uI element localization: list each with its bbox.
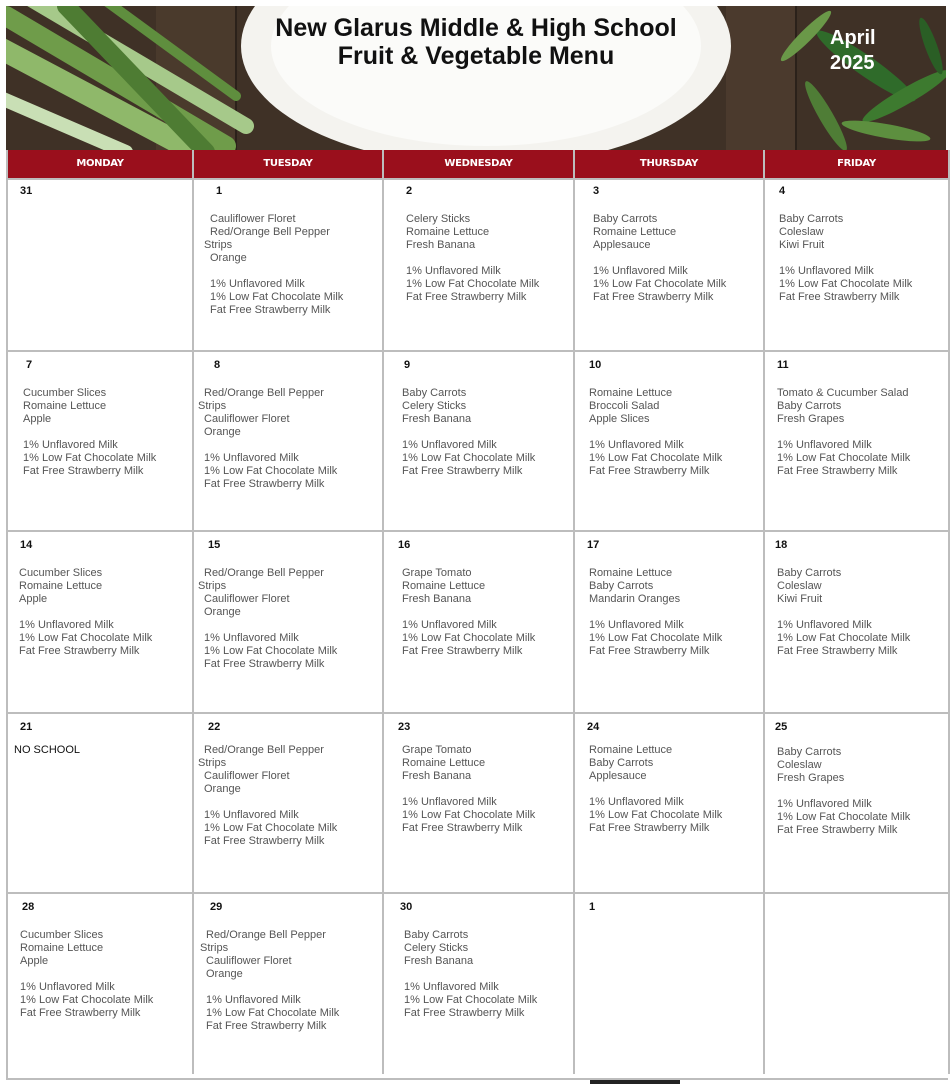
menu-item: 1% Unflavored Milk: [589, 796, 684, 808]
menu-item: 1% Unflavored Milk: [206, 994, 301, 1006]
day-number: 1: [589, 901, 596, 913]
day-cell-tuesday: [194, 892, 384, 1074]
day-cell-monday: [8, 350, 194, 530]
menu-item: Apple: [19, 593, 48, 605]
spacer: [406, 252, 539, 265]
spacer: [589, 426, 722, 439]
menu-item: 1% Low Fat Chocolate Milk: [20, 994, 154, 1006]
menu-item: 1% Low Fat Chocolate Milk: [777, 811, 911, 823]
menu-item: Romaine Lettuce: [593, 226, 677, 238]
spacer: [589, 783, 722, 796]
menu-item: 1% Low Fat Chocolate Milk: [204, 822, 338, 834]
menu-item: Romaine Lettuce: [406, 226, 490, 238]
menu-items: [198, 567, 338, 671]
menu-item: Coleslaw: [777, 580, 822, 592]
page-title: [0, 14, 952, 70]
menu-item: 1% Low Fat Chocolate Milk: [406, 278, 540, 290]
menu-item: Fresh Grapes: [777, 772, 845, 784]
menu-item: Apple Slices: [589, 413, 650, 425]
menu-item: Cauliflower Floret: [206, 955, 292, 967]
menu-item: 1% Unflavored Milk: [777, 439, 872, 451]
menu-item: Kiwi Fruit: [777, 593, 823, 605]
menu-item: 1% Unflavored Milk: [204, 632, 299, 644]
menu-item: Strips: [198, 757, 227, 769]
calendar-grid: [6, 150, 948, 1080]
spacer: [20, 968, 153, 981]
menu-item: Fresh Banana: [402, 593, 472, 605]
day-number: 14: [20, 539, 33, 551]
day-cell-wednesday: [384, 530, 575, 712]
menu-item: Fat Free Strawberry Milk: [777, 824, 898, 836]
menu-item: Red/Orange Bell Pepper: [204, 744, 324, 756]
weekday-header-tuesday: TUESDAY: [194, 150, 384, 178]
day-number: 7: [26, 359, 33, 371]
menu-item: Fresh Banana: [402, 770, 472, 782]
spacer: [23, 426, 156, 439]
day-number: 30: [400, 901, 413, 913]
menu-item: 1% Unflavored Milk: [204, 452, 299, 464]
menu-item: Fat Free Strawberry Milk: [19, 645, 140, 657]
menu-item: Fat Free Strawberry Milk: [777, 465, 898, 477]
menu-item: 1% Unflavored Milk: [404, 981, 499, 993]
menu-item: 1% Unflavored Milk: [402, 619, 497, 631]
menu-item: Cauliflower Floret: [210, 213, 296, 225]
day-cell-wednesday: [384, 350, 575, 530]
menu-item: Kiwi Fruit: [779, 239, 825, 251]
menu-item: 1% Low Fat Chocolate Milk: [593, 278, 727, 290]
menu-item: NO SCHOOL: [14, 744, 81, 756]
weekday-header-monday: MONDAY: [8, 150, 194, 178]
menu-items: [14, 744, 80, 757]
menu-item: Grape Tomato: [402, 567, 472, 579]
menu-item: Fat Free Strawberry Milk: [210, 304, 331, 316]
spacer: [204, 619, 337, 632]
menu-items: [20, 929, 153, 1020]
menu-item: Mandarin Oranges: [589, 593, 681, 605]
menu-item: Baby Carrots: [589, 580, 654, 592]
menu-item: Coleslaw: [779, 226, 824, 238]
menu-item: Fat Free Strawberry Milk: [204, 658, 325, 670]
menu-item: 1% Unflavored Milk: [779, 265, 874, 277]
spacer: [210, 265, 343, 278]
day-number: 31: [20, 185, 33, 197]
day-cell-friday: [765, 712, 950, 892]
menu-item: 1% Low Fat Chocolate Milk: [589, 809, 723, 821]
menu-item: Baby Carrots: [404, 929, 469, 941]
day-number: 17: [587, 539, 600, 551]
menu-item: Cucumber Slices: [20, 929, 104, 941]
day-cell-tuesday: [194, 178, 384, 350]
spacer: [777, 426, 910, 439]
menu-items: [404, 929, 537, 1020]
menu-item: 1% Unflavored Milk: [406, 265, 501, 277]
day-cell-thursday: [575, 530, 765, 712]
menu-item: Baby Carrots: [779, 213, 844, 225]
day-cell-wednesday: [384, 178, 575, 350]
title-line-1: New Glarus Middle & High School: [275, 14, 677, 42]
menu-item: Celery Sticks: [402, 400, 467, 412]
menu-item: 1% Low Fat Chocolate Milk: [206, 1007, 340, 1019]
weekday-header-friday: FRIDAY: [765, 150, 950, 178]
menu-items: [19, 567, 152, 658]
day-number: 29: [210, 901, 223, 913]
menu-item: Baby Carrots: [777, 746, 842, 758]
day-cell-tuesday: [194, 350, 384, 530]
day-number: 18: [775, 539, 788, 551]
menu-item: 1% Unflavored Milk: [23, 439, 118, 451]
spacer: [404, 968, 537, 981]
menu-item: Fat Free Strawberry Milk: [204, 478, 325, 490]
menu-item: Orange: [204, 426, 241, 438]
spacer: [589, 606, 722, 619]
menu-item: 1% Low Fat Chocolate Milk: [23, 452, 157, 464]
menu-item: 1% Low Fat Chocolate Milk: [589, 452, 723, 464]
menu-item: Fat Free Strawberry Milk: [779, 291, 900, 303]
menu-items: [589, 567, 722, 658]
day-number: 9: [404, 359, 411, 371]
menu-item: Orange: [204, 606, 241, 618]
day-cell-monday: [8, 712, 194, 892]
menu-item: 1% Low Fat Chocolate Milk: [204, 645, 338, 657]
menu-item: Baby Carrots: [777, 400, 842, 412]
menu-item: Coleslaw: [777, 759, 822, 771]
menu-item: Fat Free Strawberry Milk: [402, 645, 523, 657]
footer-mark: [590, 1080, 680, 1084]
menu-item: Baby Carrots: [402, 387, 467, 399]
menu-item: Orange: [204, 783, 241, 795]
menu-item: Strips: [198, 400, 227, 412]
menu-item: 1% Low Fat Chocolate Milk: [402, 632, 536, 644]
menu-item: Fat Free Strawberry Milk: [204, 835, 325, 847]
month-name: April: [830, 27, 876, 49]
spacer: [206, 981, 339, 994]
menu-item: Strips: [198, 580, 227, 592]
menu-item: 1% Unflavored Milk: [593, 265, 688, 277]
day-number: 10: [589, 359, 602, 371]
menu-item: 1% Unflavored Milk: [20, 981, 115, 993]
menu-item: Red/Orange Bell Pepper: [206, 929, 326, 941]
day-number: 8: [214, 359, 221, 371]
spacer: [402, 426, 535, 439]
month-label: [830, 26, 876, 76]
menu-item: Cucumber Slices: [19, 567, 103, 579]
menu-items: [402, 567, 535, 658]
day-cell-wednesday: [384, 892, 575, 1074]
day-number: 28: [22, 901, 35, 913]
menu-item: 1% Low Fat Chocolate Milk: [402, 809, 536, 821]
menu-item: Fat Free Strawberry Milk: [589, 465, 710, 477]
menu-item: Cauliflower Floret: [204, 413, 290, 425]
spacer: [204, 796, 337, 809]
menu-item: Fat Free Strawberry Milk: [402, 465, 523, 477]
menu-item: Baby Carrots: [589, 757, 654, 769]
menu-item: 1% Low Fat Chocolate Milk: [204, 465, 338, 477]
menu-item: 1% Low Fat Chocolate Milk: [779, 278, 913, 290]
menu-item: Fat Free Strawberry Milk: [404, 1007, 525, 1019]
menu-items: [204, 213, 344, 317]
menu-item: Cucumber Slices: [23, 387, 107, 399]
menu-item: Fresh Banana: [406, 239, 476, 251]
menu-item: Red/Orange Bell Pepper: [204, 567, 324, 579]
menu-item: Romaine Lettuce: [589, 744, 673, 756]
menu-item: 1% Low Fat Chocolate Milk: [404, 994, 538, 1006]
day-number: 21: [20, 721, 33, 733]
menu-item: Romaine Lettuce: [19, 580, 103, 592]
day-cell-friday: [765, 530, 950, 712]
menu-item: 1% Unflavored Milk: [777, 619, 872, 631]
menu-items: [589, 744, 722, 835]
day-number: 1: [216, 185, 223, 197]
menu-item: Fat Free Strawberry Milk: [406, 291, 527, 303]
day-cell-friday: [765, 350, 950, 530]
menu-items: [779, 213, 912, 304]
day-number: 23: [398, 721, 411, 733]
day-cell-thursday: [575, 178, 765, 350]
spacer: [779, 252, 912, 265]
menu-item: 1% Low Fat Chocolate Milk: [777, 452, 911, 464]
day-cell-tuesday: [194, 530, 384, 712]
menu-item: 1% Low Fat Chocolate Milk: [19, 632, 153, 644]
menu-item: Romaine Lettuce: [589, 567, 673, 579]
menu-item: Fat Free Strawberry Milk: [206, 1020, 327, 1032]
spacer: [593, 252, 726, 265]
menu-items: [200, 929, 340, 1033]
menu-item: Fat Free Strawberry Milk: [402, 822, 523, 834]
menu-item: 1% Unflavored Milk: [19, 619, 114, 631]
spacer: [204, 439, 337, 452]
spacer: [402, 606, 535, 619]
title-line-2: Fruit & Vegetable Menu: [337, 42, 615, 70]
menu-item: Strips: [200, 942, 229, 954]
menu-item: Fat Free Strawberry Milk: [777, 645, 898, 657]
month-year: 2025: [830, 52, 875, 74]
day-number: 11: [777, 359, 789, 371]
menu-item: Apple: [23, 413, 52, 425]
menu-item: Romaine Lettuce: [589, 387, 673, 399]
menu-item: Orange: [210, 252, 247, 264]
menu-item: Applesauce: [589, 770, 647, 782]
menu-item: Tomato & Cucumber Salad: [777, 387, 909, 399]
day-number: 2: [406, 185, 413, 197]
menu-items: [406, 213, 539, 304]
day-number: 22: [208, 721, 221, 733]
menu-item: 1% Low Fat Chocolate Milk: [589, 632, 723, 644]
menu-item: Fresh Banana: [404, 955, 474, 967]
day-cell-thursday: [575, 712, 765, 892]
day-number: 4: [779, 185, 786, 197]
menu-item: Romaine Lettuce: [402, 580, 486, 592]
menu-item: Romaine Lettuce: [402, 757, 486, 769]
menu-items: [777, 567, 910, 658]
menu-items: [402, 744, 535, 835]
menu-item: 1% Unflavored Milk: [777, 798, 872, 810]
menu-item: Celery Sticks: [406, 213, 471, 225]
menu-item: 1% Unflavored Milk: [210, 278, 305, 290]
day-cell-wednesday: [384, 712, 575, 892]
menu-item: Fat Free Strawberry Milk: [593, 291, 714, 303]
menu-item: Orange: [206, 968, 243, 980]
day-number: 3: [593, 185, 600, 197]
menu-item: 1% Unflavored Milk: [402, 439, 497, 451]
menu-item: Fresh Banana: [402, 413, 472, 425]
menu-item: Romaine Lettuce: [23, 400, 107, 412]
menu-items: [23, 387, 156, 478]
menu-item: Fat Free Strawberry Milk: [589, 645, 710, 657]
menu-items: [593, 213, 726, 304]
menu-item: Fat Free Strawberry Milk: [23, 465, 144, 477]
menu-items: [777, 387, 910, 478]
menu-item: Red/Orange Bell Pepper: [204, 387, 324, 399]
menu-item: Romaine Lettuce: [20, 942, 104, 954]
menu-item: 1% Unflavored Milk: [204, 809, 299, 821]
menu-item: Broccoli Salad: [589, 400, 660, 412]
menu-item: 1% Unflavored Milk: [589, 619, 684, 631]
menu-items: [198, 744, 338, 848]
menu-item: Baby Carrots: [777, 567, 842, 579]
menu-item: Red/Orange Bell Pepper: [210, 226, 330, 238]
day-cell-friday: [765, 892, 950, 1074]
spacer: [777, 785, 910, 798]
day-number: 24: [587, 721, 600, 733]
menu-item: Apple: [20, 955, 49, 967]
spacer: [402, 783, 535, 796]
menu-item: Cauliflower Floret: [204, 593, 290, 605]
menu-items: [777, 746, 910, 837]
day-number: 15: [208, 539, 221, 551]
menu-item: 1% Unflavored Milk: [589, 439, 684, 451]
day-cell-tuesday: [194, 712, 384, 892]
menu-item: 1% Low Fat Chocolate Milk: [402, 452, 536, 464]
menu-items: [198, 387, 338, 491]
weekday-header-thursday: THURSDAY: [575, 150, 765, 178]
menu-item: Baby Carrots: [593, 213, 658, 225]
day-cell-friday: [765, 178, 950, 350]
spacer: [19, 606, 152, 619]
menu-item: Cauliflower Floret: [204, 770, 290, 782]
day-cell-thursday: [575, 892, 765, 1074]
menu-item: Celery Sticks: [404, 942, 469, 954]
spacer: [777, 606, 910, 619]
day-number: 16: [398, 539, 411, 551]
menu-item: Applesauce: [593, 239, 651, 251]
menu-item: Fat Free Strawberry Milk: [20, 1007, 141, 1019]
menu-item: Fat Free Strawberry Milk: [589, 822, 710, 834]
menu-item: 1% Unflavored Milk: [402, 796, 497, 808]
weekday-header-wednesday: WEDNESDAY: [384, 150, 575, 178]
day-cell-monday: [8, 530, 194, 712]
menu-item: Strips: [204, 239, 233, 251]
menu-item: Fresh Grapes: [777, 413, 845, 425]
menu-item: 1% Low Fat Chocolate Milk: [210, 291, 344, 303]
menu-items: [402, 387, 535, 478]
menu-items: [589, 387, 722, 478]
menu-item: Grape Tomato: [402, 744, 472, 756]
day-cell-thursday: [575, 350, 765, 530]
menu-item: 1% Low Fat Chocolate Milk: [777, 632, 911, 644]
day-number: 25: [775, 721, 788, 733]
day-cell-monday: [8, 892, 194, 1074]
day-cell-monday: [8, 178, 194, 350]
